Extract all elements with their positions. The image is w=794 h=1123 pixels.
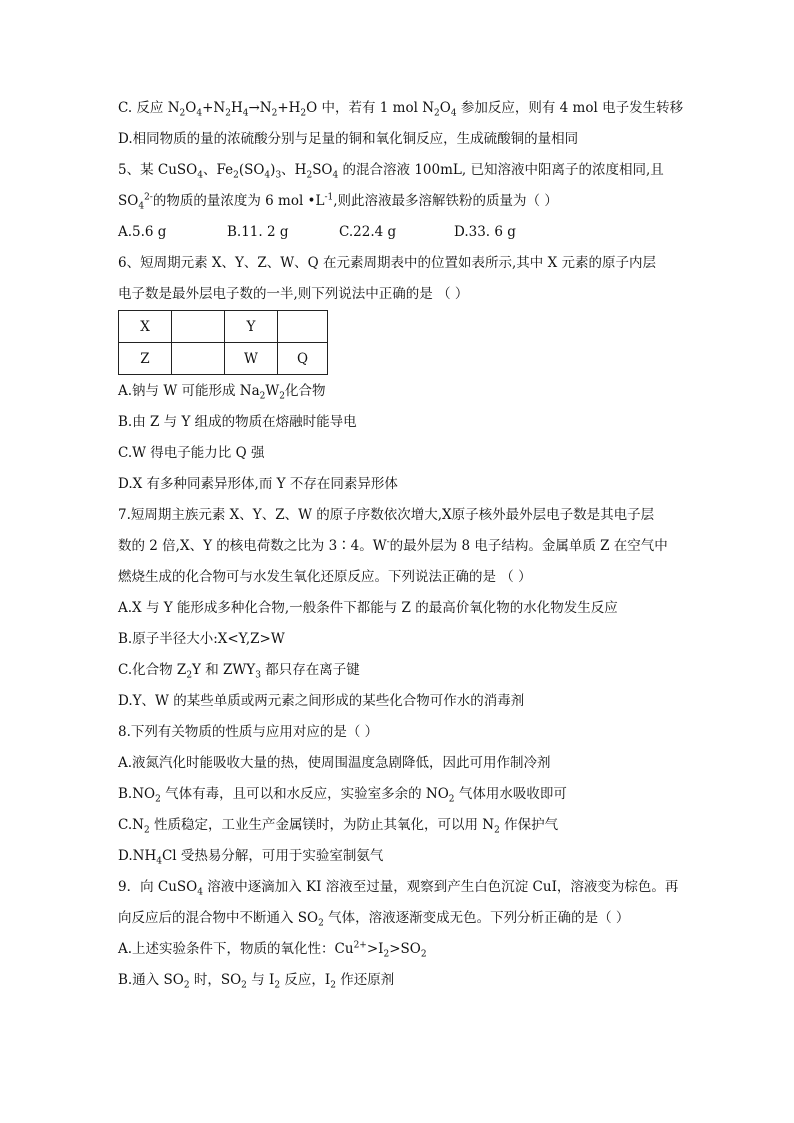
- q7-stem-line2: 数的 2 倍,X、Y 的核电荷数之比为 3∶4。W-的最外层为 8 电子结构。金属单质 Z 在空气中: [118, 537, 668, 554]
- q4-option-d: D.相同物质的量的浓硫酸分别与足量的铜和氧化铜反应，生成硫酸铜的量相同: [118, 131, 579, 147]
- table-cell: [172, 311, 225, 343]
- q7-option-d[interactable]: D.Y、W 的某些单质或两元素之间形成的某些化合物可作水的消毒剂: [118, 693, 525, 709]
- table-cell: X: [119, 311, 172, 343]
- q8-option-a[interactable]: A.液氮汽化时能吸收大量的热，使周围温度急剧降低，因此可用作制冷剂: [118, 755, 551, 771]
- q8-option-c[interactable]: $C.N_2$ 性质稳定，工业生产金属镁时，为防止其氧化，可以用 $N_2$ 作保护气: [118, 817, 559, 836]
- table-cell: Y: [225, 311, 278, 343]
- q9-option-b[interactable]: B.通入 $SO_2$ 时，$SO_2$ 与 $I_2$ 反应，$I_2$ 作还原剂: [118, 972, 395, 991]
- q6-stem-line1: 6、短周期元素 X、Y、Z、W、Q 在元素周期表中的位置如表所示,其中 X 元素的原子内层: [118, 255, 657, 271]
- question-page: [118, 98, 684, 1001]
- q5-stem-line1: 5、某 CuSO$_4$、$Fe_2(SO_4)_3$、$H_2SO_4$ 的混合溶液 100mL, 已知溶液中阳离子的浓度相同,且: [118, 162, 664, 181]
- q5-stem-line2: $SO_4^{2-}$的物质的量浓度为 6 mol $•L^{-1}$,则此溶液最多溶解铁粉的质量为（ ）: [118, 192, 558, 212]
- q8-stem: 8.下列有关物质的性质与应用对应的是（ ）: [118, 724, 379, 740]
- q6-option-d[interactable]: D.X 有多种同素异形体,而 Y 不存在同素异形体: [118, 476, 398, 492]
- table-cell: [172, 343, 225, 375]
- q7-stem-line3: 燃烧生成的化合物可与水发生氧化还原反应。下列说法正确的是 （ ）: [118, 569, 532, 585]
- periodic-table-fragment: [118, 310, 328, 375]
- q5-option-c[interactable]: C.22.4 g: [339, 224, 397, 240]
- q7-option-c[interactable]: C.化合物 $Z_2Y$ 和 $ZWY_3$ 都只存在离子键: [118, 662, 360, 681]
- q9-stem-line1: 9．向 CuSO$_4$ 溶液中逐滴加入 KI 溶液至过量，观察到产生白色沉淀 CuI，溶液变为棕色。再: [118, 879, 679, 898]
- table-cell: Q: [278, 343, 328, 375]
- q6-option-c[interactable]: C.W 得电子能力比 Q 强: [118, 445, 265, 461]
- q7-stem-line1: 7.短周期主族元素 X、Y、Z、W 的原子序数依次增大,X原子核外最外层电子数是其电子层: [118, 507, 655, 523]
- table-cell: Z: [119, 343, 172, 375]
- table-row: [119, 311, 328, 343]
- q7-option-b[interactable]: B.原子半径大小:X<Y,Z>W: [118, 631, 285, 647]
- q7-option-a[interactable]: A.X 与 Y 能形成多种化合物,一般条件下都能与 Z 的最高价氧化物的水化物发生反应: [118, 600, 618, 616]
- q8-option-b[interactable]: $B.NO_2$ 气体有毒，且可以和水反应，实验室多余的 $NO_2$ 气体用水吸收即可: [118, 786, 567, 805]
- q6-option-a[interactable]: A.钠与 W 可能形成 $Na_2W_2$化合物: [118, 383, 326, 402]
- table-cell: W: [225, 343, 278, 375]
- q9-stem-line2: 向反应后的混合物中不断通入 $SO_2$ 气体，溶液逐渐变成无色。下列分析正确的是（ ）: [118, 910, 630, 929]
- q9-option-a[interactable]: A.上述实验条件下，物质的氧化性：$Cu^{2+}>I_2>SO_2$: [118, 940, 427, 960]
- q8-option-d[interactable]: $D.NH_4Cl$ 受热易分解，可用于实验室制氨气: [118, 848, 384, 867]
- q4-option-c: C. 反应 $N_2O_4+N_2H_4\to N_2+H_2O$ 中，若有 1 mol $N_2O_4$ 参加反应，则有 4 mol 电子发生转移: [118, 100, 684, 119]
- q5-option-b[interactable]: B.11. 2 g: [227, 224, 289, 240]
- q5-option-a[interactable]: A.5.6 g: [118, 224, 167, 240]
- table-row: [119, 343, 328, 375]
- q5-option-d[interactable]: D.33. 6 g: [454, 224, 516, 240]
- q6-stem-line2: 电子数是最外层电子数的一半,则下列说法中正确的是 （ ）: [118, 286, 469, 302]
- table-cell: [278, 311, 328, 343]
- q6-option-b[interactable]: B.由 Z 与 Y 组成的物质在熔融时能导电: [118, 414, 357, 430]
- q5-options: [118, 222, 678, 253]
